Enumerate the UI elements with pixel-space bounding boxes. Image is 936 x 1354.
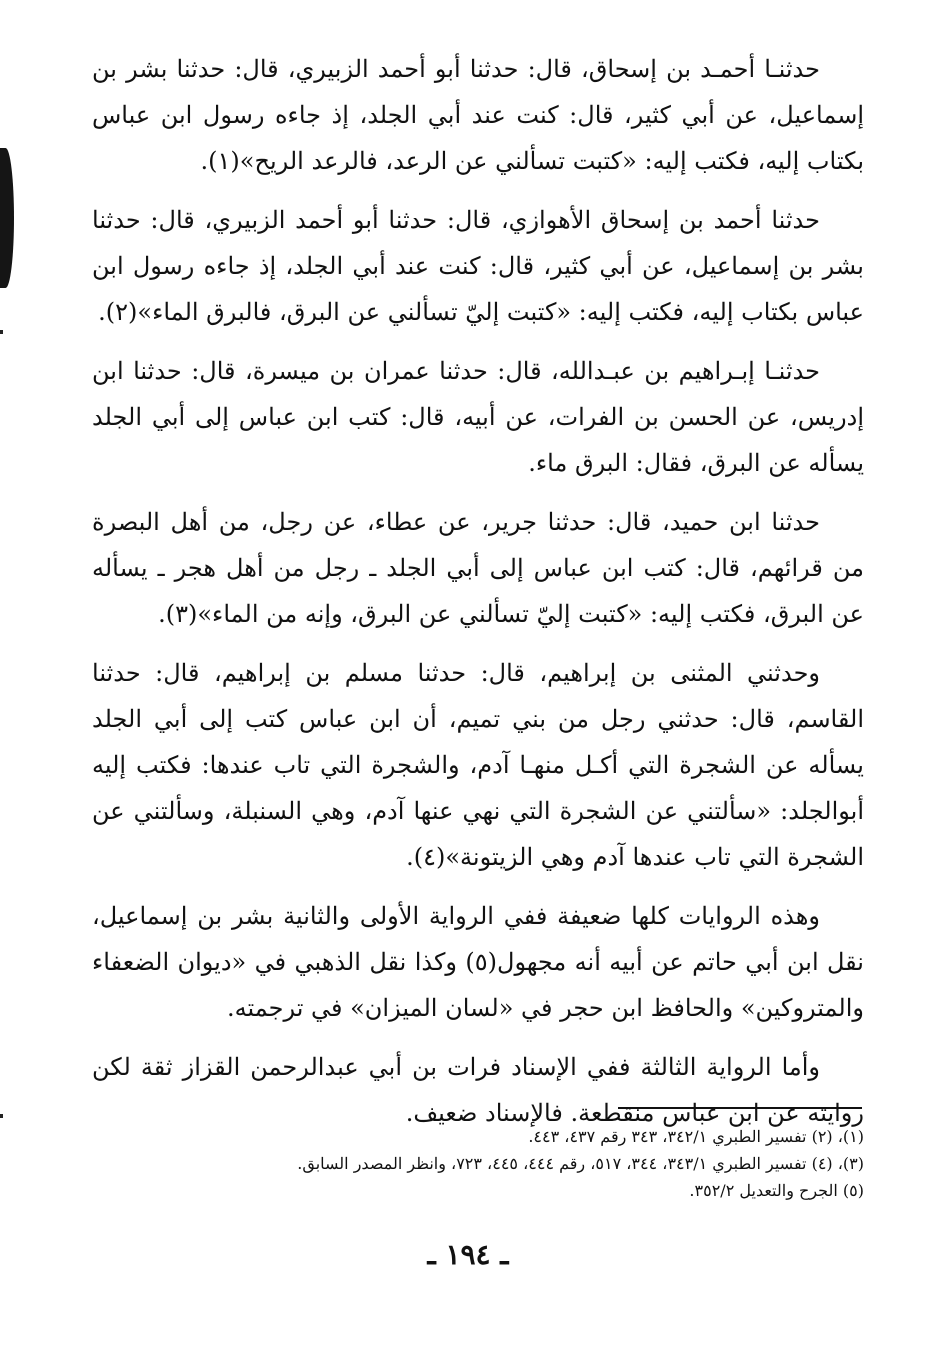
scan-dot-2 xyxy=(0,1114,3,1118)
paragraph-4 xyxy=(92,499,864,637)
paragraph-text: حدثنا أحمد بن إسحاق الأهوازي، قال: حدثنا أبو أحمد الزبيري، قال: حدثنا بشر بن إسماعيل، عن أبي كثير، قال: كنت عند أبي الجلد، إذ جاءه رسول ابن عباس بكتاب إليه، فكتب إليه: «كتبت إليّ تسألني عن البرق، فالبرق الماء»(٢). xyxy=(92,206,864,326)
paragraph-5 xyxy=(92,650,864,880)
scan-dot-1 xyxy=(0,330,3,334)
paragraph-text: حدثنا ابن حميد، قال: حدثنا جرير، عن عطاء، عن رجل، من أهل البصرة من قرائهم، قال: كتب ابن عباس إلى أبي الجلد ـ رجل من أهل هجر ـ يسأله عن البرق، فكتب إليه: «كتبت إليّ تسألني عن البرق، وإنه من الماء»(٣). xyxy=(92,508,864,628)
paragraph-1 xyxy=(92,46,864,184)
paragraph-6 xyxy=(92,893,864,1031)
footnote-1-2: (١)، (٢) تفسير الطبري ٣٤٢/١، ٣٤٣ رقم ٤٣٧، ٤٤٣. xyxy=(528,1127,864,1146)
paragraph-text: حدثنـا أحمـد بن إسحاق، قال: حدثنا أبو أحمد الزبيري، قال: حدثنا بشر بن إسماعيل، عن أبي كثير، قال: كنت عند أبي الجلد، إذ جاءه رسول ابن عباس بكتاب إليه، فكتب إليه: «كتبت تسألني عن الرعد، فالرعد الريح»(١). xyxy=(92,55,864,175)
footnotes xyxy=(92,1123,864,1204)
paragraph-3 xyxy=(92,348,864,486)
main-text xyxy=(92,46,864,1149)
footnote-3-4: (٣)، (٤) تفسير الطبري ٣٤٣/١، ٣٤٤، ٥١٧، رقم ٤٤٤، ٤٤٥، ٧٢٣، وانظر المصدر السابق. xyxy=(297,1154,864,1173)
page-number: ـ ١٩٤ ـ xyxy=(427,1238,509,1271)
paragraph-text: وهذه الروايات كلها ضعيفة ففي الرواية الأولى والثانية بشر بن إسماعيل، نقل ابن أبي حاتم عن أبيه أنه مجهول(٥) وكذا نقل الذهبي في «ديوان الضعفاء والمتروكين» والحافظ ابن حجر في «لسان الميزان» في ترجمته. xyxy=(92,902,864,1022)
footnote-5: (٥) الجرح والتعديل ٣٥٢/٢. xyxy=(689,1181,864,1200)
paragraph-text: وأما الرواية الثالثة ففي الإسناد فرات بن أبي عبدالرحمن القزاز ثقة لكن روايته عن ابن عباس منقطعة. فالإسناد ضعيف. xyxy=(92,1053,864,1127)
footnote-divider xyxy=(618,1107,862,1109)
paragraph-text: حدثنـا إبـراهيم بن عبـدالله، قال: حدثنا عمران بن ميسرة، قال: حدثنا ابن إدريس، عن الحسن بن الفرات، عن أبيه، قال: كتب ابن عباس إلى أبي الجلد يسأله عن البرق، فقال: البرق ماء. xyxy=(92,357,864,477)
scan-edge-mark xyxy=(0,148,14,288)
paragraph-text: وحدثني المثنى بن إبراهيم، قال: حدثنا مسلم بن إبراهيم، قال: حدثنا القاسم، قال: حدثني رجل من بني تميم، أن ابن عباس كتب إلى أبي الجلد يسأله عن الشجرة التي أكـل منهـا آدم، والشجرة التي تاب عندها: فكتب إليه أبوالجلد: «سألتني عن الشجرة التي نهي عنها آدم، وهي السنبلة، وسألتني عن الشجرة التي تاب عندها آدم وهي الزيتونة»(٤). xyxy=(92,659,864,871)
paragraph-2 xyxy=(92,197,864,335)
